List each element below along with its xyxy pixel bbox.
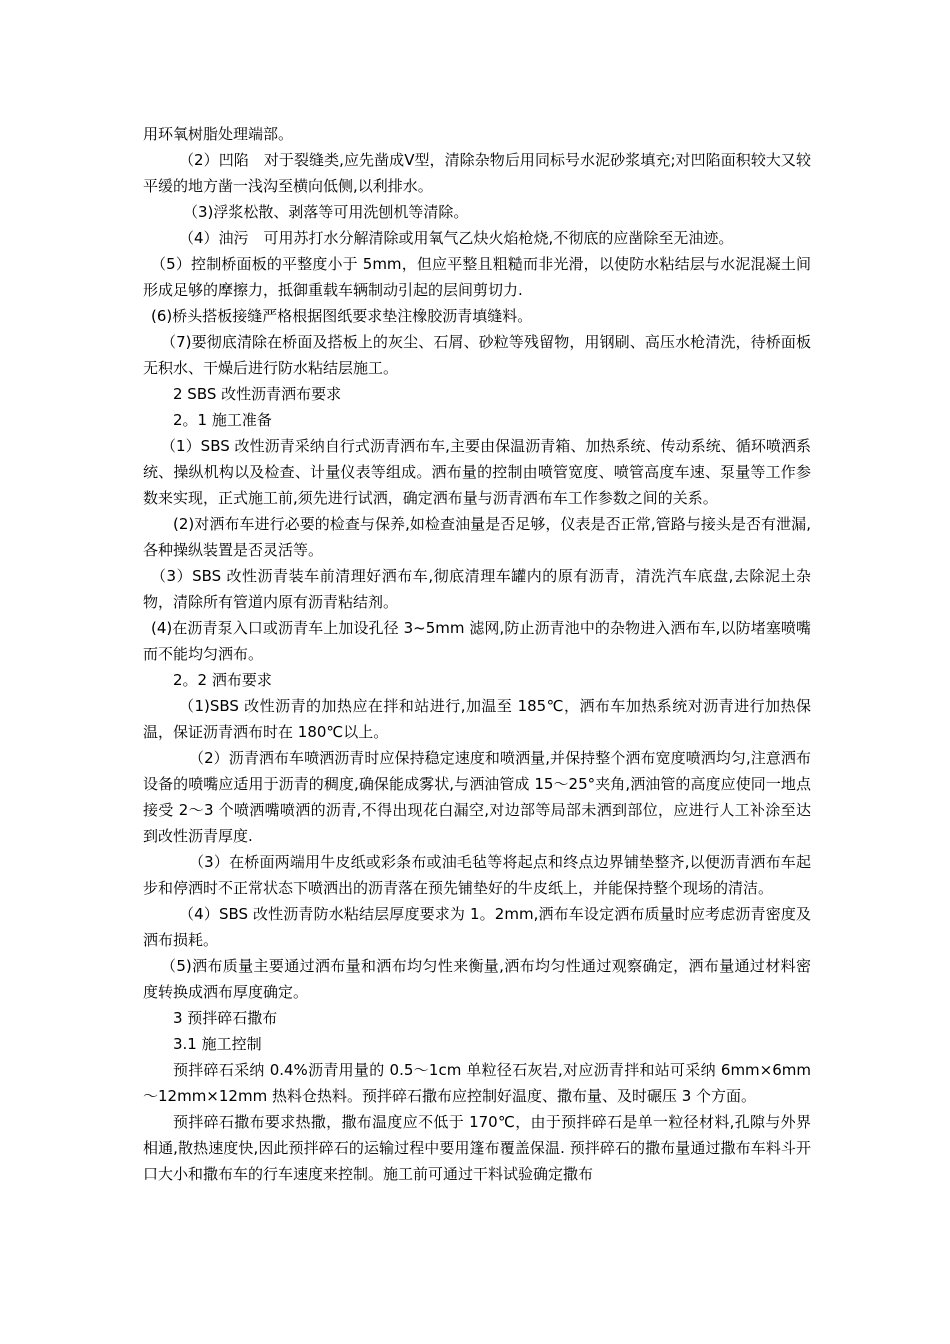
paragraph: 预拌碎石撒布要求热撒，撒布温度应不低于 170℃，由于预拌碎石是单一粒径材料,孔隙与外界相通,散热速度快,因此预拌碎石的运输过程中要用篷布覆盖保温. 预拌碎石的撒布量通过撒布车料斗开口大小和撒布车的行车速度来控制。施工前可通过干料试验确定撒布 — [143, 1113, 811, 1183]
subsection-heading: 2。2 洒布要求 — [173, 671, 272, 689]
subsection-heading: 2。1 施工准备 — [173, 411, 272, 429]
paragraph: （7)要彻底清除在桥面及搭板上的灰尘、石屑、砂粒等残留物，用钢刷、高压水枪清洗，待桥面板无积水、干燥后进行防水粘结层施工。 — [143, 333, 811, 377]
paragraph: （5)洒布质量主要通过洒布量和洒布均匀性来衡量,洒布均匀性通过观察确定，洒布量通过材料密度转换成洒布厚度确定。 — [143, 957, 811, 1001]
paragraph: （3）在桥面两端用牛皮纸或彩条布或油毛毡等将起点和终点边界铺垫整齐,以便沥青洒布车起步和停洒时不正常状态下喷洒出的沥青落在预先铺垫好的牛皮纸上，并能保持整个现场的清洁。 — [143, 853, 811, 897]
paragraph: （5）控制桥面板的平整度小于 5mm，但应平整且粗糙而非光滑，以使防水粘结层与水泥混凝土间形成足够的摩擦力，抵御重载车辆制动引起的层间剪切力. — [143, 255, 811, 299]
paragraph: （1）SBS 改性沥青采纳自行式沥青洒布车,主要由保温沥青箱、加热系统、传动系统、循环喷洒系统、操纵机构以及检查、计量仪表等组成。洒布量的控制由喷管宽度、喷管高度车速、泵量等工作参数来实现，正式施工前,须先进行试洒，确定洒布量与沥青洒布车工作参数之间的关系。 — [143, 437, 811, 507]
paragraph: (4)在沥青泵入口或沥青车上加设孔径 3~5mm 滤网,防止沥青池中的杂物进入洒布车,以防堵塞喷嘴而不能均匀洒布。 — [143, 619, 811, 663]
paragraph: （3)浮浆松散、剥落等可用洗刨机等清除。 — [183, 203, 469, 221]
paragraph: （4）SBS 改性沥青防水粘结层厚度要求为 1。2mm,洒布车设定洒布质量时应考虑沥青密度及洒布损耗。 — [143, 905, 811, 949]
paragraph: (2)对洒布车进行必要的检查与保养,如检查油量是否足够，仪表是否正常,管路与接头是否有泄漏,各种操纵装置是否灵活等。 — [143, 515, 811, 559]
paragraph: (6)桥头搭板接缝严格根据图纸要求垫注橡胶沥青填缝料。 — [151, 307, 533, 325]
document-body — [143, 121, 811, 1187]
paragraph: （3）SBS 改性沥青装车前清理好洒布车,彻底清理车罐内的原有沥青，清洗汽车底盘,去除泥土杂物，清除所有管道内原有沥青粘结剂。 — [143, 567, 811, 611]
section-heading: 3 预拌碎石撒布 — [173, 1009, 278, 1027]
subsection-heading: 3.1 施工控制 — [173, 1035, 262, 1053]
paragraph: 预拌碎石采纳 0.4%沥青用量的 0.5～1cm 单粒径石灰岩,对应沥青拌和站可采纳 6mm×6mm～12mm×12mm 热料仓热料。预拌碎石撒布应控制好温度、撒布量、及时碾压 3 个方面。 — [143, 1061, 811, 1105]
section-heading: 2 SBS 改性沥青洒布要求 — [173, 385, 342, 403]
paragraph: （2）凹陷 对于裂缝类,应先凿成Ⅴ型，清除杂物后用同标号水泥砂浆填充;对凹陷面积较大又较平缓的地方凿一浅沟至横向低侧,以利排水。 — [143, 151, 811, 195]
paragraph: （2）沥青洒布车喷洒沥青时应保持稳定速度和喷洒量,并保持整个洒布宽度喷洒均匀,注意洒布设备的喷嘴应适用于沥青的稠度,确保能成雾状,与洒油管成 15～25°夹角,洒油管的高度应使同一地点接受 2～3 个喷洒嘴喷洒的沥青,不得出现花白漏空,对边部等局部未洒到部位，应进行人工补涂至达到改性沥青厚度. — [143, 749, 811, 845]
paragraph: 用环氧树脂处理端部。 — [143, 125, 294, 143]
paragraph: （4）油污 可用苏打水分解清除或用氧气乙炔火焰枪烧,不彻底的应凿除至无油迹。 — [179, 229, 734, 247]
paragraph: （1)SBS 改性沥青的加热应在拌和站进行,加温至 185℃，洒布车加热系统对沥青进行加热保温，保证沥青洒布时在 180℃以上。 — [143, 697, 811, 741]
